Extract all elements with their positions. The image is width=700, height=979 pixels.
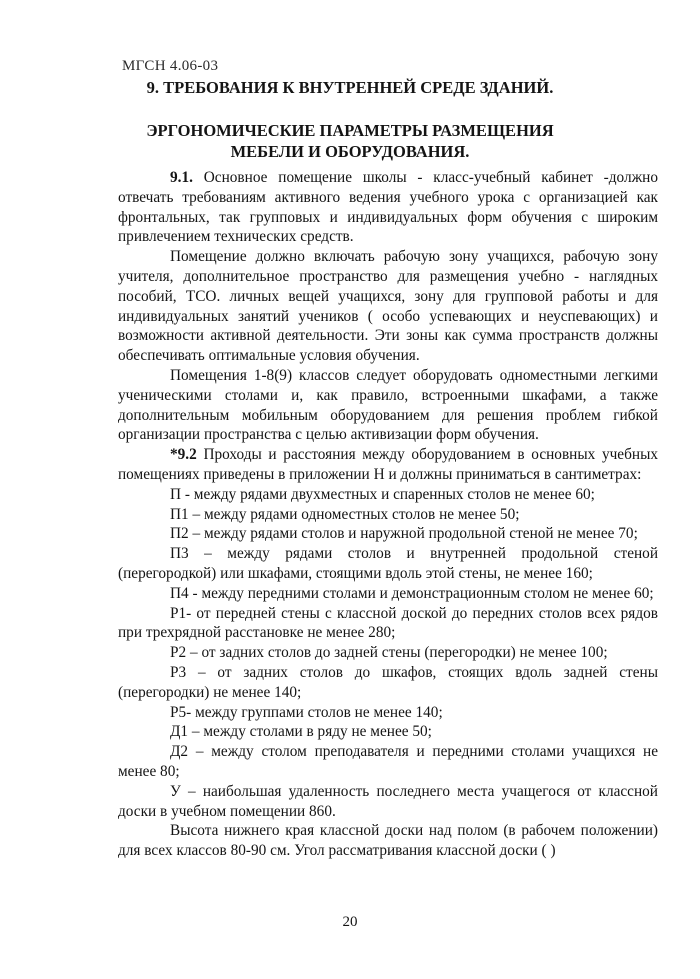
document-code: МГСН 4.06-03 bbox=[122, 58, 219, 74]
list-item-p3: П3 – между рядами столов и внутренней продольной стеной (перегородкой) или шкафами, стоящими вдоль этой стены, не менее 160; bbox=[118, 545, 658, 582]
list-item-p: П - между рядами двухместных и спаренных столов не менее 60; bbox=[170, 485, 595, 503]
list-item-r3: Р3 – от задних столов до шкафов, стоящих вдоль задней стены (перегородки) не менее 140; bbox=[118, 663, 658, 701]
list-item-d2: Д2 – между столом преподавателя и передними столами учащихся не менее 80; bbox=[118, 743, 658, 780]
paragraph-zones: Помещение должно включать рабочую зону учащихся, рабочую зону учителя, дополнительное пространство для размещения учебно - наглядных пособий, ТСО. личных вещей учащихся, зону для групповой работы и для индивидуальных занятий учеников ( особо успевающих и неуспевающих) и возможности активной деятельности. Эти зоны как сумма пространств должны обеспечивать оптимальные условия обучения. bbox=[118, 248, 658, 365]
paragraph-9-2 bbox=[118, 445, 658, 485]
subsection-heading-line1: ЭРГОНОМИЧЕСКИЕ ПАРАМЕТРЫ РАЗМЕЩЕНИЯ bbox=[146, 121, 554, 140]
document-body bbox=[118, 168, 658, 861]
clause-text-9-1: Основное помещение школы - класс-учебный кабинет -должно отвечать требованиям активного ведения учебного урока с организацией как фронтальных, так групповых и индивидуальных форм обучения с широким привлечением технических средств. bbox=[118, 169, 658, 246]
list-item-p1: П1 – между рядами одноместных столов не менее 50; bbox=[170, 505, 520, 523]
subsection-heading bbox=[0, 120, 700, 162]
clause-number-9-2: *9.2 bbox=[170, 446, 197, 464]
list-item-r2: Р2 – от задних столов до задней стены (перегородки) не менее 100; bbox=[170, 644, 608, 662]
list-item-p4: П4 - между передними столами и демонстрационным столом не менее 60; bbox=[170, 584, 654, 602]
paragraph-board: Высота нижнего края классной доски над полом (в рабочем положении) для всех классов 80-90 см. Угол рассматривания классной доски ( ) bbox=[118, 822, 658, 860]
list-item-u: У – наибольшая удаленность последнего места учащегося от классной доски в учебном помещении 860. bbox=[118, 782, 658, 820]
clause-text-9-2: Проходы и расстояния между оборудованием в основных учебных помещениях приведены в приложении Н и должны приниматься в сантиметрах: bbox=[118, 446, 658, 483]
section-heading: 9. ТРЕБОВАНИЯ К ВНУТРЕННЕЙ СРЕДЕ ЗДАНИЙ. bbox=[146, 78, 554, 97]
list-item-r1: Р1- от передней стены с классной доской до передних столов всех рядов при трехрядной расстановке не менее 280; bbox=[118, 604, 658, 642]
clause-number-9-1: 9.1. bbox=[170, 169, 193, 186]
list-item-r5: Р5- между группами столов не менее 140; bbox=[170, 703, 443, 721]
list-item-d1: Д1 – между столами в ряду не менее 50; bbox=[170, 723, 432, 741]
subsection-heading-line2: МЕБЕЛИ И ОБОРУДОВАНИЯ. bbox=[230, 142, 470, 161]
list-item-p2: П2 – между рядами столов и наружной продольной стеной не менее 70; bbox=[170, 525, 638, 543]
paragraph-9-1 bbox=[118, 168, 658, 247]
paragraph-classes: Помещения 1-8(9) классов следует оборудовать одноместными легкими ученическими столами и, как правило, встроенными шкафами, а также дополнительным мобильным оборудованием для решения проблем гибкой организации пространства с целью активизации форм обучения. bbox=[118, 366, 658, 444]
page-number: 20 bbox=[342, 914, 358, 930]
